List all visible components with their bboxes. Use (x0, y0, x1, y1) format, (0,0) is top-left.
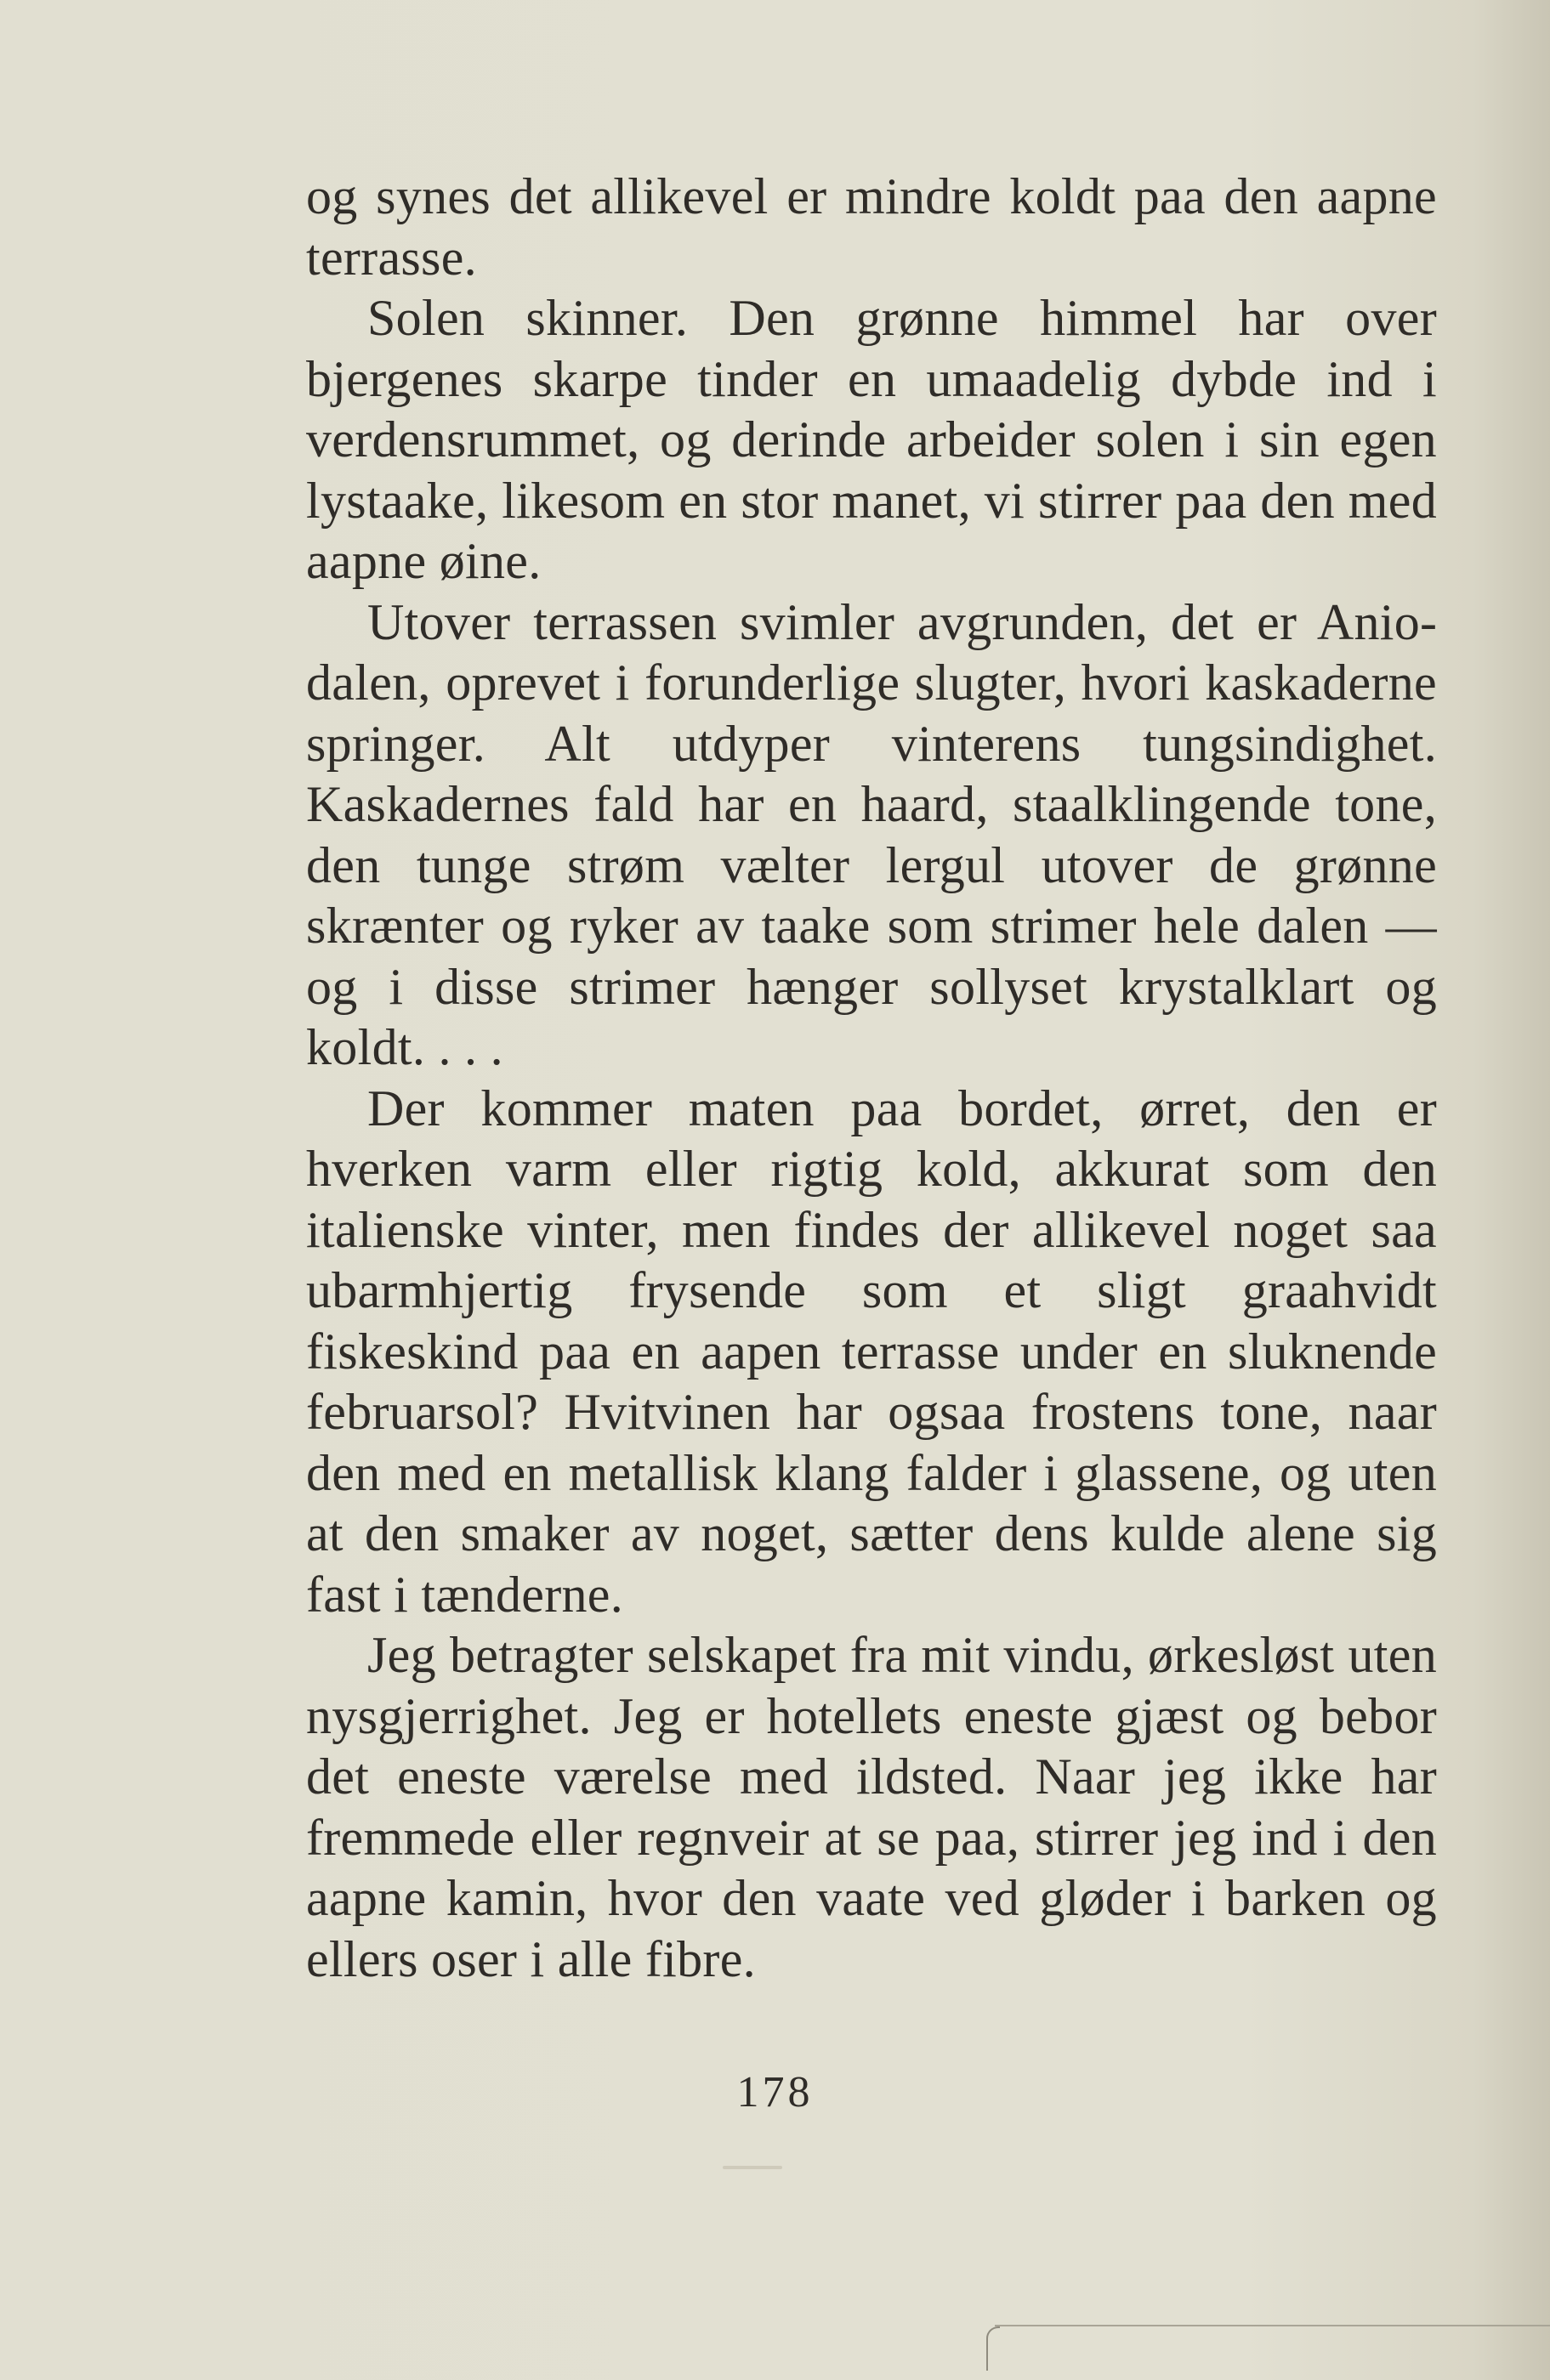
paragraph-4: Der kommer maten paa bordet, ørret, den er hverken varm eller rigtig kold, akkurat som den italienske vinter, men findes der allikevel noget saa ubarmhjertig frysende som et sligt graahvidt fiskeskind paa en aapen terrasse under en sluknende februarsol? Hvitvinen har ogsaa frostens tone, naar den med en metallisk klang falder i glassene, og uten at den smaker av noget, sætter dens kulde alene sig fast i tænderne. (306, 1080, 1437, 1623)
paragraph-1: og synes det allikevel er mindre koldt paa den aapne terrasse. (306, 168, 1437, 286)
paragraph-5: Jeg betragter selskapet fra mit vindu, ørkesløst uten nysgjerrighet. Jeg er hotellets eneste gjæst og bebor det eneste værelse med ildsted. Naar jeg ikke har fremmede eller regnveir at se paa, stirrer jeg ind i den aapne kamin, hvor den vaate ved gløder i barken og ellers oser i alle fibre. (306, 1627, 1437, 1987)
page-edge-line (995, 2325, 1550, 2326)
paragraph-3: Utover terrassen svimler avgrunden, det er Aniodalen, oprevet i forunderlige slugter, hvori kaskaderne springer. Alt utdyper vinterens tungsindighet. Kaskadernes fald har en haard, staalklingende tone, den tunge strøm vælter lergul utover de grønne skrænter og ryker av taake som strimer hele dalen — og i disse strimer hænger sollyset krystalklart og koldt. . . . (306, 593, 1437, 1075)
paragraph-2: Solen skinner. Den grønne himmel har over bjergenes skarpe tinder en umaadelig dybde ind i verdensrummet, og derinde arbeider solen i sin egen lystaake, likesom en stor manet, vi stirrer paa den med aapne øine. (306, 290, 1437, 589)
paper-smudge (723, 2166, 782, 2169)
page-number: 178 (736, 2068, 814, 2116)
page-edge-curl (986, 2326, 1000, 2371)
body-text (306, 167, 1437, 1990)
